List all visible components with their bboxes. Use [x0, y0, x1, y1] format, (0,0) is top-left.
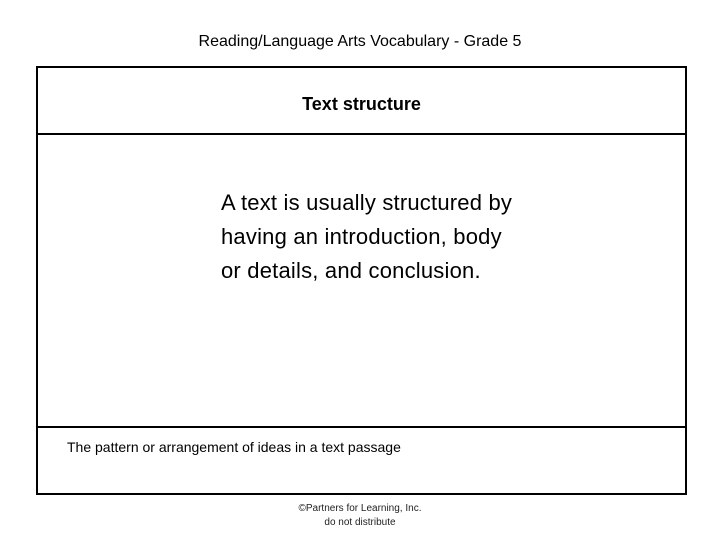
- definition-text: The pattern or arrangement of ideas in a text passage: [67, 439, 401, 455]
- copyright-line: ©Partners for Learning, Inc.: [298, 503, 422, 514]
- page-header: [0, 32, 720, 52]
- definition-section: [38, 426, 685, 495]
- vocabulary-card: [36, 66, 687, 495]
- page-footer: [0, 502, 720, 530]
- example-sentence: A text is usually structured by having an introduction, body or details, and conclusion.: [221, 190, 513, 283]
- term-section: [38, 68, 685, 135]
- header-title: Reading/Language Arts Vocabulary - Grade 5: [198, 33, 522, 50]
- distribution-notice: do not distribute: [324, 517, 396, 528]
- vocabulary-term: Text structure: [302, 94, 421, 114]
